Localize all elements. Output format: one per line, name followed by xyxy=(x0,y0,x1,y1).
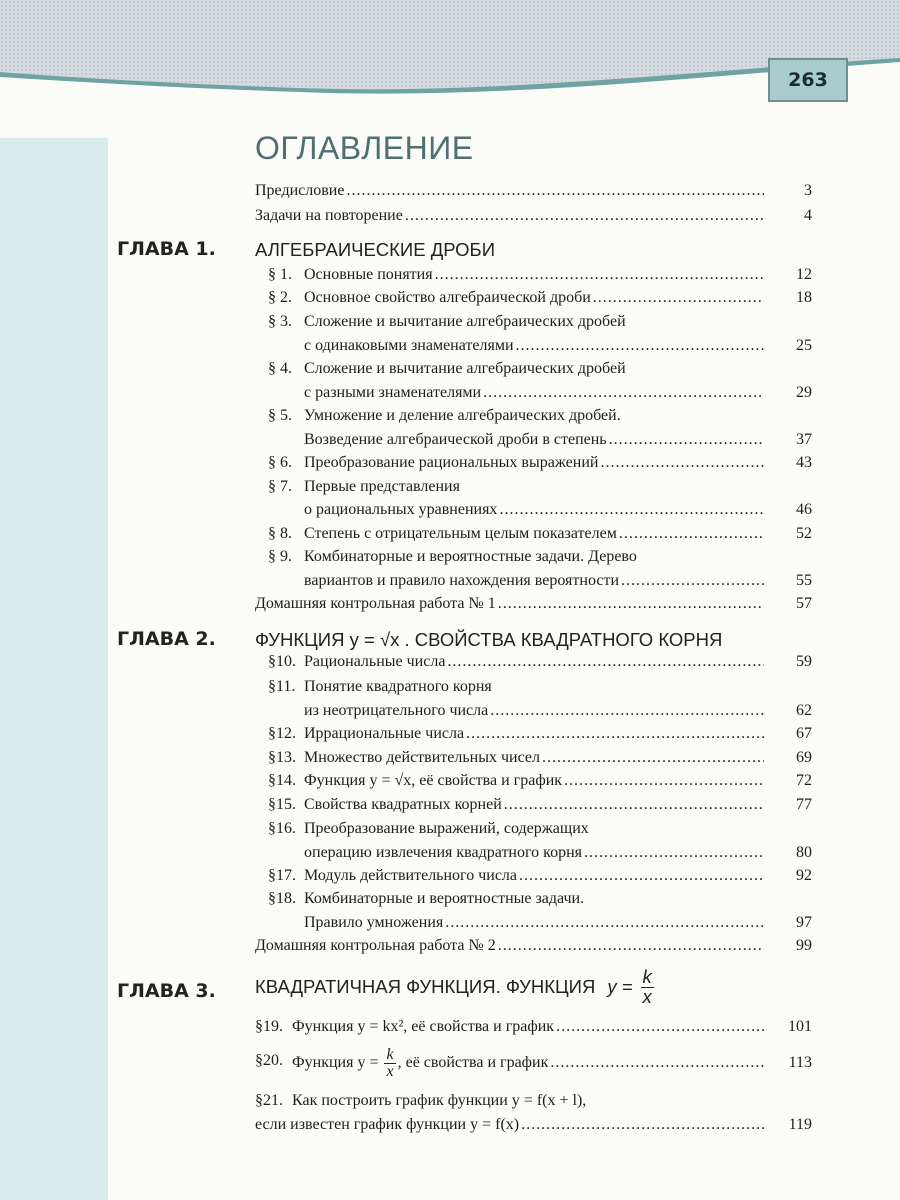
page-ref: 72 xyxy=(796,772,812,789)
chapter-title-text: КВАДРАТИЧНАЯ ФУНКЦИЯ. ФУНКЦИЯ xyxy=(255,976,596,997)
dot-leader xyxy=(584,844,764,862)
section-number: § 1. xyxy=(268,266,292,283)
dot-leader xyxy=(593,289,764,307)
toc-entry-section xyxy=(304,678,790,700)
entry-text: Функция y = kx², её свойства и график xyxy=(292,1018,555,1035)
page-ref: 29 xyxy=(796,384,812,401)
entry-text: Возведение алгебраической дроби в степень xyxy=(304,431,607,448)
section-number: §18. xyxy=(268,890,296,907)
toc-entry-homework[interactable] xyxy=(255,937,812,959)
entry-text: Модуль действительного числа xyxy=(304,867,517,884)
page-ref: 52 xyxy=(796,525,812,542)
toc-entry-homework[interactable] xyxy=(255,595,812,617)
dot-leader xyxy=(619,525,764,543)
section-number: §12. xyxy=(268,725,296,742)
dot-leader xyxy=(435,266,764,284)
entry-text: Как построить график функции y = f(x + l), xyxy=(292,1092,587,1109)
page-ref: 119 xyxy=(788,1116,812,1133)
entry-text: Множество действительных чисел xyxy=(304,749,540,766)
page-ref: 43 xyxy=(796,454,812,471)
entry-text: Задачи на повторение xyxy=(255,207,403,224)
dot-leader xyxy=(564,772,764,790)
entry-text: Функция y = √x, её свойства и график xyxy=(304,772,563,789)
entry-text: из неотрицательного числа xyxy=(304,702,489,719)
entry-text: Основные понятия xyxy=(304,266,433,283)
chapter-title-text: ФУНКЦИЯ y = √x . СВОЙСТВА КВАДРАТНОГО КОРНЯ xyxy=(255,629,723,650)
section-number: § 5. xyxy=(268,407,292,424)
dot-leader xyxy=(550,1054,764,1072)
toc-entry-preface[interactable] xyxy=(255,182,812,204)
entry-text: Комбинаторные и вероятностные задачи. xyxy=(304,890,585,907)
chapter-title[interactable] xyxy=(255,239,495,261)
page-ref: 4 xyxy=(804,207,812,224)
page-ref: 59 xyxy=(796,653,812,670)
entry-text: Понятие квадратного корня xyxy=(304,678,492,695)
toc-entry-section xyxy=(304,313,790,335)
entry-text: Сложение и вычитание алгебраических дробей xyxy=(304,313,626,330)
toc-entry-section[interactable] xyxy=(304,501,812,523)
text-post: , её свойства и график xyxy=(397,1053,549,1071)
entry-text: с одинаковыми знаменателями xyxy=(304,337,514,354)
fraction-numerator: k xyxy=(386,1045,394,1063)
entry-text: Правило умножения xyxy=(304,914,444,931)
chapter-label[interactable]: ГЛАВА 2. xyxy=(117,628,216,650)
section-number: §13. xyxy=(268,749,296,766)
section-number: § 4. xyxy=(268,360,292,377)
page-ref: 37 xyxy=(796,431,812,448)
entry-text: Степень с отрицательным целым показателем xyxy=(304,525,617,542)
page-ref: 77 xyxy=(796,796,812,813)
page-ref: 92 xyxy=(796,867,812,884)
entry-text: Свойства квадратных корней xyxy=(304,796,502,813)
side-strip xyxy=(0,138,108,1200)
section-number: §10. xyxy=(268,653,296,670)
entry-text: Первые представления xyxy=(304,478,460,495)
entry-text: Основное свойство алгебраической дроби xyxy=(304,289,591,306)
toc-entry-section[interactable] xyxy=(304,572,812,594)
dot-leader xyxy=(405,207,764,225)
toc-entry-review-tasks[interactable] xyxy=(255,207,812,229)
toc-entry-section[interactable] xyxy=(292,1045,812,1080)
chapter-title-text: АЛГЕБРАИЧЕСКИЕ ДРОБИ xyxy=(255,239,495,260)
page-ref: 18 xyxy=(796,289,812,306)
dot-leader xyxy=(466,725,764,743)
entry-text: с разными знаменателями xyxy=(304,384,482,401)
toc-entry-section[interactable] xyxy=(304,384,812,406)
entry-text: Преобразование выражений, содержащих xyxy=(304,820,589,837)
section-number: § 6. xyxy=(268,454,292,471)
entry-text: Иррациональные числа xyxy=(304,725,465,742)
toc-entry-section[interactable] xyxy=(304,702,812,724)
dot-leader xyxy=(600,454,764,472)
page-ref: 62 xyxy=(796,702,812,719)
fraction-denominator: x xyxy=(386,1062,394,1080)
section-number: §14. xyxy=(268,772,296,789)
fraction xyxy=(384,1047,395,1080)
toc-entry-section xyxy=(304,360,790,382)
toc-entry-section[interactable] xyxy=(304,431,812,453)
toc-entry-section[interactable] xyxy=(304,914,812,936)
toc-entry-section xyxy=(304,890,790,912)
section-number: §19. xyxy=(255,1018,283,1035)
section-number: § 7. xyxy=(268,478,292,495)
toc-entry-section[interactable] xyxy=(255,1116,812,1138)
page-ref: 57 xyxy=(796,595,812,612)
page-ref: 97 xyxy=(796,914,812,931)
dot-leader xyxy=(483,384,764,402)
toc-entry-section[interactable] xyxy=(304,844,812,866)
section-number: §17. xyxy=(268,867,296,884)
entry-text: вариантов и правило нахождения вероятности xyxy=(304,572,619,589)
section-number: § 8. xyxy=(268,525,292,542)
dot-leader xyxy=(621,572,764,590)
dot-leader xyxy=(542,749,764,767)
page-ref: 12 xyxy=(796,266,812,283)
dot-leader xyxy=(516,337,764,355)
text-pre: Функция y = xyxy=(292,1053,383,1071)
header-banner xyxy=(0,0,900,95)
toc-entry-section[interactable] xyxy=(304,525,812,547)
dot-leader xyxy=(445,914,764,932)
toc-entry-section[interactable] xyxy=(304,749,812,771)
chapter-title[interactable] xyxy=(255,968,656,1006)
toc-entry-section[interactable] xyxy=(304,772,812,794)
toc-entry-section[interactable] xyxy=(304,289,812,311)
entry-text: Предисловие xyxy=(255,182,345,199)
entry-text: Умножение и деление алгебраических дробей. xyxy=(304,407,621,424)
dot-leader xyxy=(490,702,764,720)
entry-text: Рациональные числа xyxy=(304,653,446,670)
chapter-title[interactable] xyxy=(255,629,722,651)
entry-text: операцию извлечения квадратного корня xyxy=(304,844,583,861)
entry-text: если известен график функции y = f(x) xyxy=(255,1116,520,1133)
section-number: §21. xyxy=(255,1092,283,1109)
entry-text: Комбинаторные и вероятностные задачи. Дерево xyxy=(304,548,637,565)
page-ref: 25 xyxy=(796,337,812,354)
chapter-label[interactable]: ГЛАВА 3. xyxy=(117,980,216,1002)
toc-entry-section[interactable] xyxy=(304,266,812,288)
page-ref: 69 xyxy=(796,749,812,766)
page-title: ОГЛАВЛЕНИЕ xyxy=(255,130,474,166)
toc-entry-section[interactable] xyxy=(304,653,812,675)
section-number: § 2. xyxy=(268,289,292,306)
toc-entry-section xyxy=(304,820,790,842)
dot-leader xyxy=(346,182,764,200)
entry-text: Преобразование рациональных выражений xyxy=(304,454,599,471)
dot-leader xyxy=(521,1116,764,1134)
entry-text: о рациональных уравнениях xyxy=(304,501,498,518)
page-ref: 101 xyxy=(788,1018,812,1035)
dot-leader xyxy=(556,1018,764,1036)
section-number: §15. xyxy=(268,796,296,813)
toc-entry-section[interactable] xyxy=(292,1018,812,1040)
entry-text xyxy=(292,1047,548,1080)
entry-text: Сложение и вычитание алгебраических дробей xyxy=(304,360,626,377)
dot-leader xyxy=(498,595,764,613)
page-ref: 67 xyxy=(796,725,812,742)
entry-text: Домашняя контрольная работа № 1 xyxy=(255,595,496,612)
section-number: § 9. xyxy=(268,548,292,565)
section-number: §20. xyxy=(255,1052,283,1069)
chapter-label[interactable]: ГЛАВА 1. xyxy=(117,238,216,260)
entry-text: Домашняя контрольная работа № 2 xyxy=(255,937,496,954)
dot-leader xyxy=(504,796,764,814)
toc-entry-section xyxy=(304,407,790,429)
toc-entry-section[interactable] xyxy=(304,796,812,818)
page-ref: 80 xyxy=(796,844,812,861)
section-number: §11. xyxy=(268,678,296,695)
page-ref: 99 xyxy=(796,937,812,954)
dot-leader xyxy=(519,867,764,885)
page-ref: 46 xyxy=(796,501,812,518)
toc-entry-section[interactable] xyxy=(304,454,812,476)
fraction-denominator: x xyxy=(642,985,652,1007)
dot-leader xyxy=(609,431,764,449)
toc-entry-section xyxy=(304,478,790,500)
dot-leader xyxy=(499,501,764,519)
fraction xyxy=(641,968,654,1006)
toc-entry-section[interactable] xyxy=(304,867,812,889)
section-number: §16. xyxy=(268,820,296,837)
page-ref: 55 xyxy=(796,572,812,589)
toc-entry-section xyxy=(304,548,790,570)
page-number: 263 xyxy=(768,58,848,102)
fraction-numerator: k xyxy=(642,966,652,987)
toc-entry-section xyxy=(292,1092,790,1114)
page-ref: 113 xyxy=(788,1054,812,1071)
page-ref: 3 xyxy=(804,182,812,199)
formula-prefix: y = xyxy=(607,976,633,997)
toc-entry-section[interactable] xyxy=(304,725,812,747)
section-number: § 3. xyxy=(268,313,292,330)
dot-leader xyxy=(498,937,764,955)
toc-entry-section[interactable] xyxy=(304,337,812,359)
dot-leader xyxy=(447,653,764,671)
